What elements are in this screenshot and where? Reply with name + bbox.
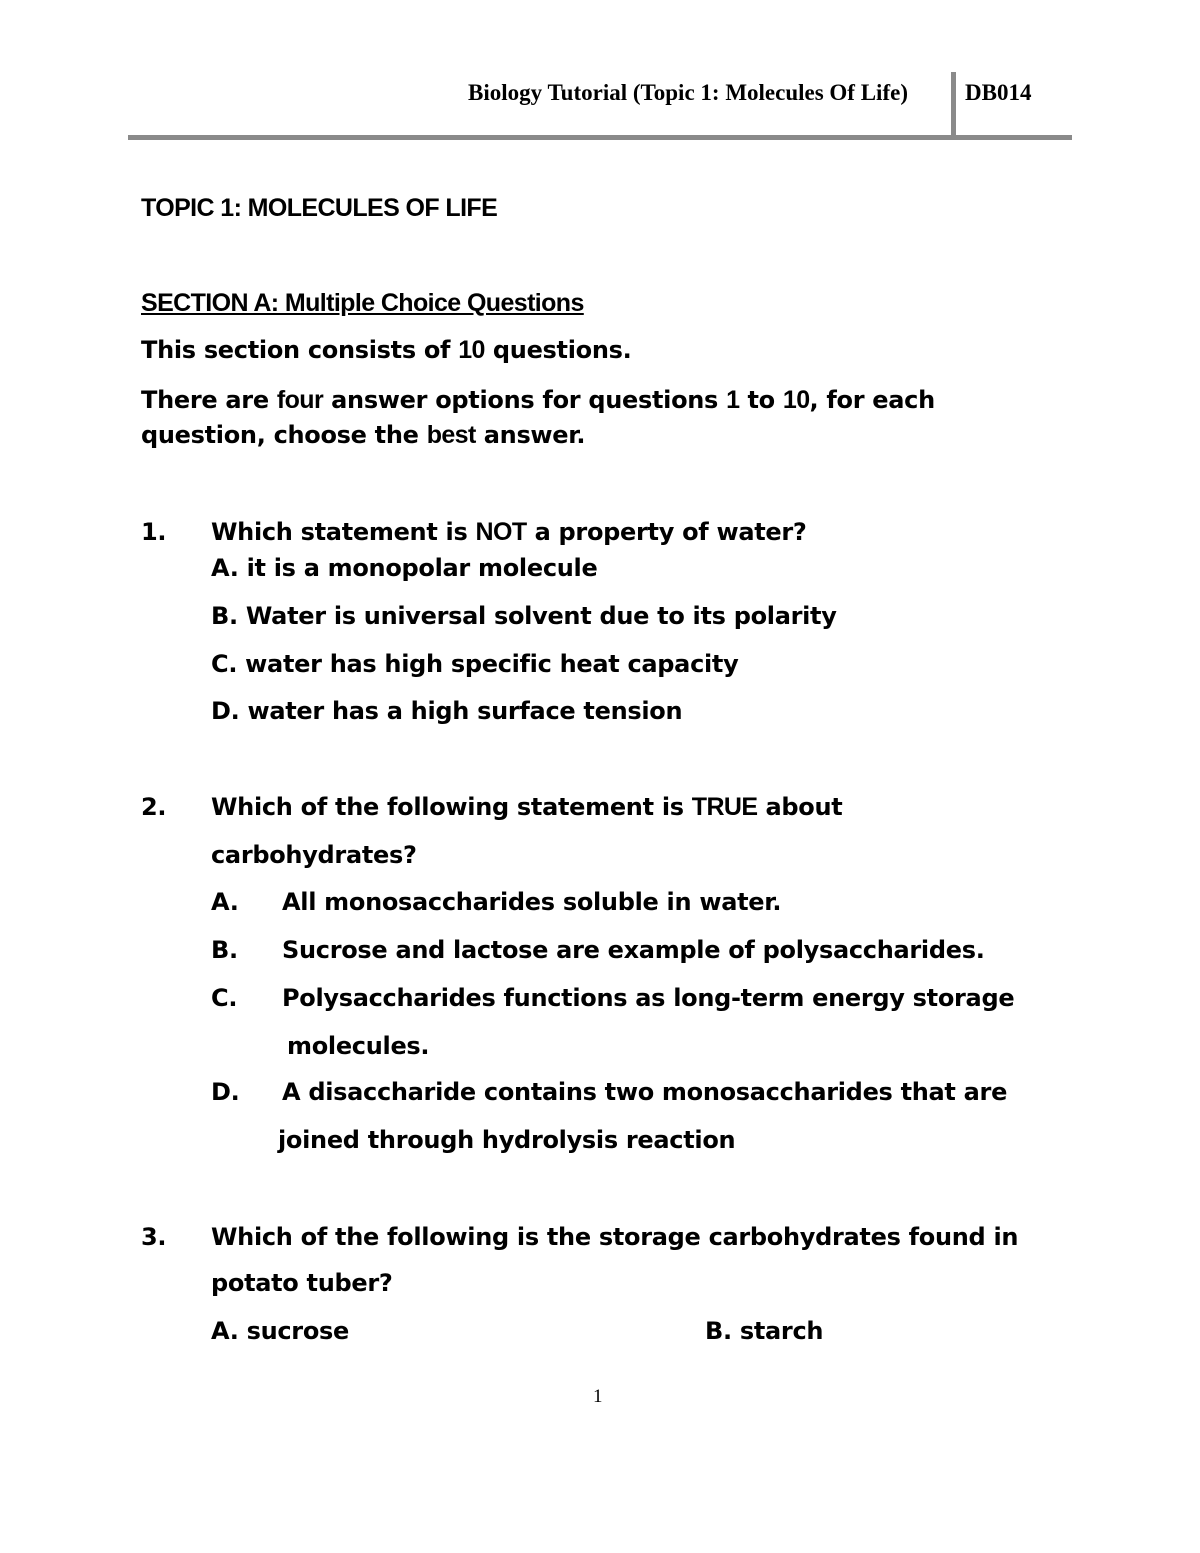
question-2-option-b-letter: B.	[211, 936, 238, 964]
question-3-number: 3.	[141, 1223, 167, 1251]
question-2-option-c: Polysaccharides functions as long-term energy storage	[282, 984, 1015, 1012]
header-divider-vertical	[951, 72, 956, 137]
question-1-option-c: C. water has high specific heat capacity	[211, 650, 739, 678]
question-1-option-b: B. Water is universal solvent due to its polarity	[211, 602, 837, 630]
question-2-number: 2.	[141, 793, 167, 821]
page-number: 1	[593, 1386, 603, 1407]
question-2-option-a: All monosaccharides soluble in water.	[282, 888, 782, 916]
header-title: Biology Tutorial (Topic 1: Molecules Of Life)	[468, 80, 908, 105]
question-2-stem: Which of the following statement is TRUE about	[211, 793, 843, 821]
section-instruction-count: This section consists of 10 questions.	[141, 336, 632, 364]
question-1-stem: Which statement is NOT a property of water?	[211, 518, 807, 546]
section-title: SECTION A: Multiple Choice Questions	[141, 289, 584, 317]
header-divider-horizontal	[128, 135, 1072, 140]
question-2-option-d-line2: joined through hydrolysis reaction	[278, 1126, 736, 1154]
question-2-option-d: A disaccharide contains two monosaccharides that are	[282, 1078, 1008, 1106]
question-1-number: 1.	[141, 518, 167, 546]
question-3-stem-line2: potato tuber?	[211, 1269, 393, 1297]
question-2-option-b: Sucrose and lactose are example of polysaccharides.	[282, 936, 985, 964]
question-2-option-c-line2: molecules.	[287, 1032, 430, 1060]
topic-title: TOPIC 1: MOLECULES OF LIFE	[141, 194, 498, 222]
header-course-code: DB014	[965, 80, 1032, 105]
question-2-stem-line2: carbohydrates?	[211, 841, 417, 869]
question-3-stem: Which of the following is the storage carbohydrates found in	[211, 1223, 1019, 1251]
question-1-option-d: D. water has a high surface tension	[211, 697, 683, 725]
section-instruction-options: There are four answer options for questions 1 to 10, for each	[141, 386, 935, 414]
section-instruction-choose: question, choose the best answer.	[141, 421, 586, 449]
question-1-option-a: A. it is a monopolar molecule	[211, 554, 598, 582]
question-2-option-d-letter: D.	[211, 1078, 240, 1106]
question-3-option-a: A. sucrose	[211, 1317, 349, 1345]
question-2-option-a-letter: A.	[211, 888, 239, 916]
question-3-option-b: B. starch	[705, 1317, 824, 1345]
question-2-option-c-letter: C.	[211, 984, 238, 1012]
